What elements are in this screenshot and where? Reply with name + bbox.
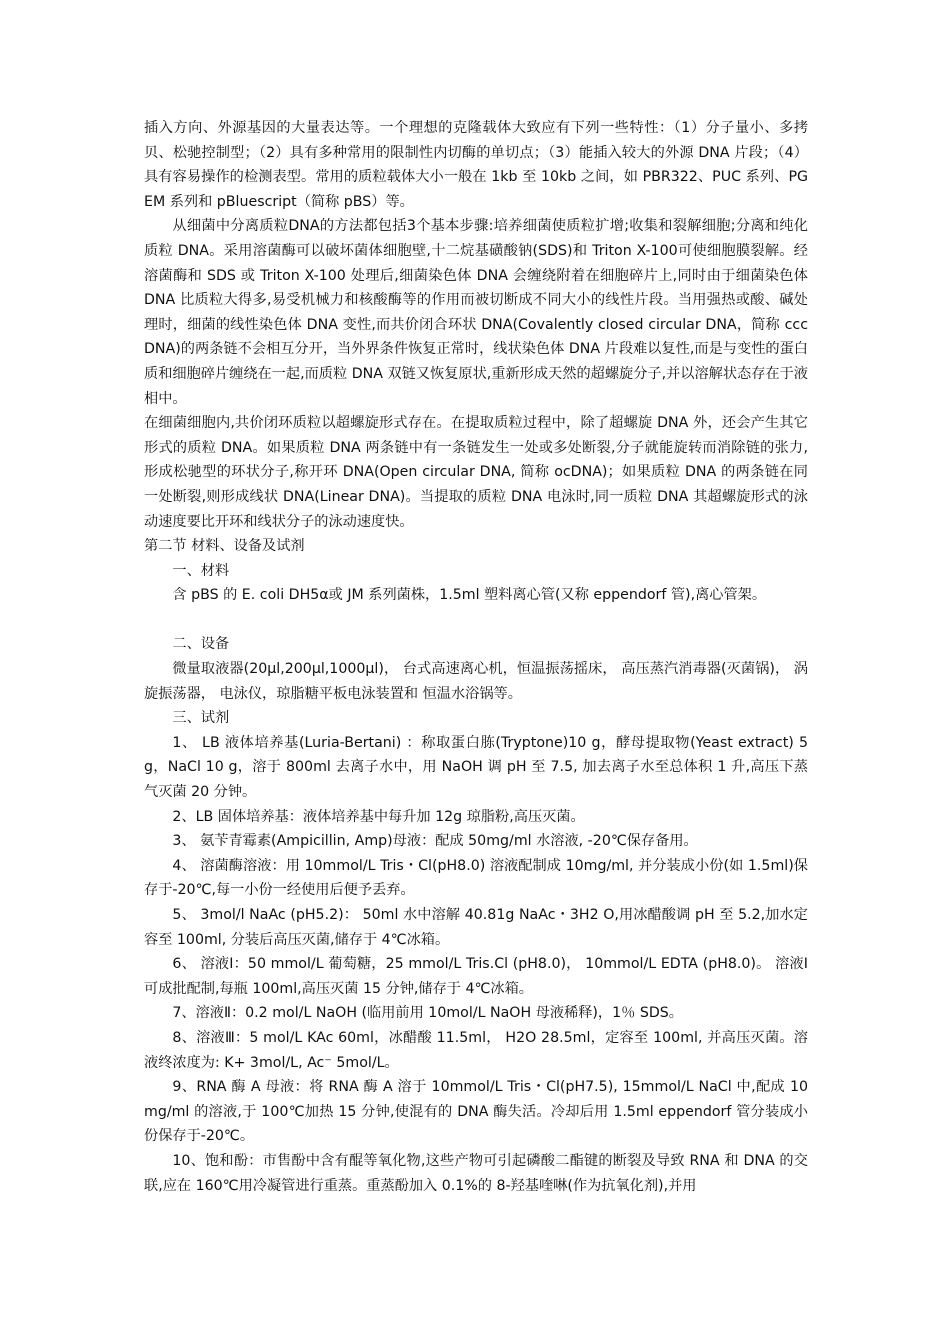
paragraph-materials: 含 pBS 的 E. coli DH5α或 JM 系列菌株，1.5ml 塑料离心管(又称 eppendorf 管),离心管架。 [172, 587, 767, 604]
reagent-item-3: 3、 氨苄青霉素(Ampicillin, Amp)母液：配成 50mg/ml 水溶液, -20℃保存备用。 [172, 833, 698, 850]
subheading-materials: 一、材料 [172, 562, 230, 579]
reagent-item-7: 7、溶液Ⅱ：0.2 mol/L NaOH (临用前用 10mol/L NaOH 母液稀释)，1％ SDS。 [172, 1005, 683, 1022]
paragraph-vector-properties: 插入方向、外源基因的大量表达等。一个理想的克隆载体大致应有下列一些特性：（1）分子量小、多拷贝、松驰控制型；（2）具有多种常用的限制性内切酶的单切点；（3）能插入较大的外源 DNA 片段；（4）具有容易操作的检测表型。常用的质粒载体大小一般在 1kb 至 10kb 之间，如 PBR322、PUC 系列、PGEM 系列和 pBluescript（简称 pBS）等。 [144, 120, 808, 210]
reagent-item-6: 6、 溶液Ⅰ：50 mmol/L 葡萄糖，25 mmol/L Tris.Cl (pH8.0)， 10mmol/L EDTA (pH8.0)。 溶液Ⅰ可成批配制,每瓶 100ml,高压灭菌 15 分钟,储存于 4℃冰箱。 [144, 956, 808, 997]
reagent-item-1: 1、 LB 液体培养基(Luria-Bertani) ：称取蛋白胨(Tryptone)10 g，酵母提取物(Yeast extract) 5 g，NaCl 10 g，溶于 800ml 去离子水中，用 NaOH 调 pH 至 7.5, 加去离子水至总体积 1 升,高压下蒸气灭菌 20 分钟。 [144, 734, 808, 801]
reagent-item-4: 4、 溶菌酶溶液：用 10mmol/L Tris・Cl(pH8.0) 溶液配制成 10mg/ml, 并分装成小份(如 1.5ml)保存于-20℃,每一小份一经使用后便予丢弃。 [144, 857, 808, 899]
reagent-item-8: 8、溶液Ⅲ：5 mol/L KAc 60ml，冰醋酸 11.5ml， H2O 28.5ml，定容至 100ml, 并高压灭菌。溶液终浓度为: K+ 3mol/L, Ac⁻ 5mol/L。 [144, 1029, 808, 1071]
paragraph-equipment: 微量取液器(20μl,200μl,1000μl)， 台式高速离心机，恒温振荡摇床， 高压蒸汽消毒器(灭菌锅)， 涡旋振荡器， 电泳仪，琼脂糖平板电泳装置和 恒温水浴锅等。 [144, 661, 808, 702]
paragraph-supercoiled-forms: 在细菌细胞内,共价闭环质粒以超螺旋形式存在。在提取质粒过程中，除了超螺旋 DNA 外，还会产生其它形式的质粒 DNA。如果质粒 DNA 两条链中有一条链发生一处或多处断裂,分子就能旋转而消除链的张力,形成松驰型的环状分子,称开环 DNA(Open circular DNA, 简称 ocDNA)；如果质粒 DNA 的两条链在同一处断裂,则形成线状 DNA(Linear DNA)。当提取的质粒 DNA 电泳时,同一质粒 DNA 其超螺旋形式的泳动速度要比开环和线状分子的泳动速度快。 [144, 415, 808, 530]
section-heading: 第二节 材料、设备及试剂 [144, 538, 305, 555]
reagent-item-10: 10、饱和酚：市售酚中含有醌等氧化物,这些产物可引起磷酸二酯键的断裂及导致 RNA 和 DNA 的交联,应在 160℃用冷凝管进行重蒸。重蒸酚加入 0.1%的 8-羟基喹啉(作为抗氧化剂),并用 [144, 1152, 808, 1194]
document-page [144, 116, 808, 1198]
paragraph-plasmid-isolation: 从细菌中分离质粒DNA的方法都包括3个基本步骤:培养细菌使质粒扩增;收集和裂解细胞;分离和纯化质粒 DNA。采用溶菌酶可以破坏菌体细胞壁,十二烷基磺酸钠(SDS)和 Triton X-100可使细胞膜裂解。经溶菌酶和 SDS 或 Triton X-100 处理后,细菌染色体 DNA 会缠绕附着在细胞碎片上,同时由于细菌染色体 DNA 比质粒大得多,易受机械力和核酸酶等的作用而被切断成不同大小的线性片段。当用强热或酸、碱处理时，细菌的线性染色体 DNA 变性,而共价闭合环状 DNA(Covalently closed circular DNA，简称 cccDNA)的两条链不会相互分开，当外界条件恢复正常时，线状染色体 DNA 片段难以复性,而是与变性的蛋白质和细胞碎片缠绕在一起,而质粒 DNA 双链又恢复原状,重新形成天然的超螺旋分子,并以溶解状态存在于液相中。 [144, 218, 808, 407]
subheading-reagents: 三、试剂 [172, 710, 230, 727]
blank-line [144, 608, 808, 633]
reagent-item-9: 9、RNA 酶 A 母液：将 RNA 酶 A 溶于 10mmol/L Tris・Cl(pH7.5), 15mmol/L NaCl 中,配成 10mg/ml 的溶液,于 100℃加热 15 分钟,使混有的 DNA 酶失活。冷却后用 1.5ml eppendorf 管分装成小份保存于-20℃。 [144, 1079, 808, 1145]
subheading-equipment: 二、设备 [172, 636, 230, 653]
reagent-item-5: 5、 3mol/l NaAc (pH5.2)： 50ml 水中溶解 40.81g NaAc・3H2 O,用冰醋酸调 pH 至 5.2,加水定容至 100ml, 分装后高压灭菌,储存于 4℃冰箱。 [144, 907, 808, 948]
reagent-item-2: 2、LB 固体培养基：液体培养基中每升加 12g 琼脂粉,高压灭菌。 [172, 808, 585, 825]
